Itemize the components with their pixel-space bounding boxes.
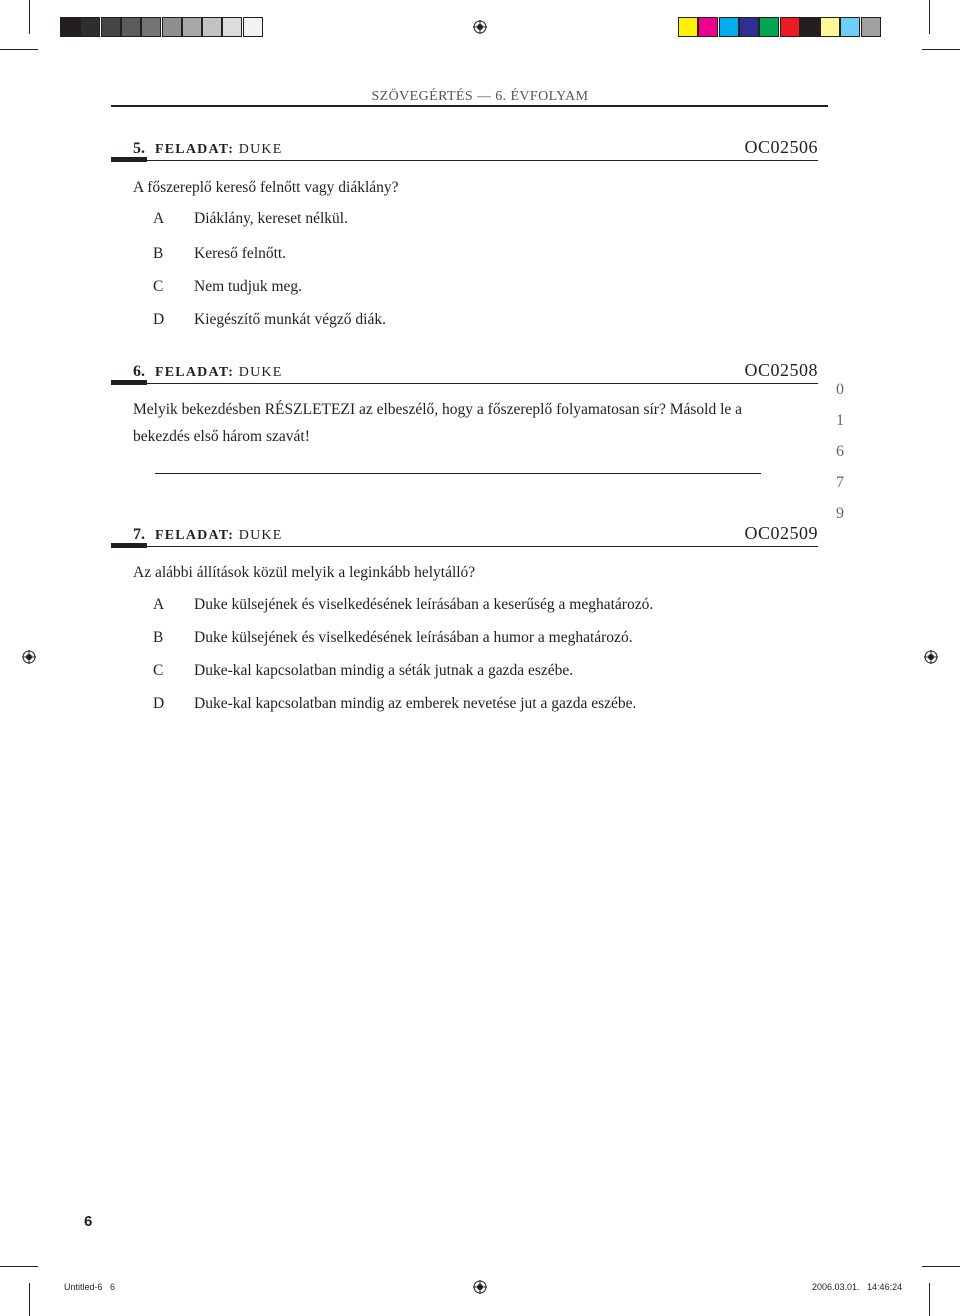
option-letter: C [153, 278, 164, 295]
color-swatch [60, 17, 80, 37]
color-swatch [820, 17, 840, 37]
task-number: 7. [133, 526, 145, 543]
color-swatch [121, 17, 141, 37]
slug-filename: Untitled-6 6 [64, 1282, 116, 1292]
task-title: FELADAT: DUKE [155, 528, 283, 543]
color-swatch [861, 17, 881, 37]
task-title: FELADAT: DUKE [155, 142, 283, 157]
score-code: 9 [836, 505, 844, 522]
task-6-question-line-2: bekezdés első három szavát! [133, 428, 310, 445]
registration-mark-icon [924, 650, 938, 664]
option-letter: A [153, 210, 165, 227]
option-letter: A [153, 596, 165, 613]
option-text: Duke-kal kapcsolatban mindig az emberek nevetése jut a gazda eszébe. [194, 695, 637, 712]
slug-datetime: 2006.03.01. 14:46:24 [812, 1282, 903, 1292]
score-code: 6 [836, 443, 844, 460]
color-swatch [800, 17, 820, 37]
task-6-question-line-1: Melyik bekezdésben RÉSZLETEZI az elbeszélő, hogy a főszereplő folyamatosan sír? Másold le a [133, 401, 743, 418]
color-swatch [678, 17, 698, 37]
color-swatch [222, 17, 242, 37]
task-code: OC02509 [744, 523, 818, 543]
option-letter: D [153, 311, 165, 328]
registration-mark-icon [473, 1280, 487, 1294]
task-number: 6. [133, 363, 145, 380]
color-swatch [162, 17, 182, 37]
option-text: Duke külsejének és viselkedésének leírásában a humor a meghatározó. [194, 629, 633, 646]
score-code: 1 [836, 412, 844, 429]
task-7-question: Az alábbi állítások közül melyik a leginkább helytálló? [133, 564, 476, 581]
color-swatch [101, 17, 121, 37]
running-head: SZÖVEGÉRTÉS — 6. ÉVFOLYAM [371, 89, 589, 104]
task-6-heading [133, 360, 818, 382]
color-swatch [719, 17, 739, 37]
task-5-heading [133, 137, 818, 159]
page-number: 6 [84, 1213, 93, 1230]
registration-mark-icon [22, 650, 36, 664]
option-letter: D [153, 695, 165, 712]
option-text: Duke külsejének és viselkedésének leírásában a keserűség a meghatározó. [194, 596, 654, 613]
color-swatch [698, 17, 718, 37]
task-title: FELADAT: DUKE [155, 365, 283, 380]
task-code: OC02508 [744, 360, 818, 380]
color-swatch [202, 17, 222, 37]
score-code: 7 [836, 474, 844, 491]
option-text: Diáklány, kereset nélkül. [194, 210, 348, 227]
task-number: 5. [133, 140, 145, 157]
option-letter: B [153, 629, 164, 646]
task-7-heading [133, 523, 818, 545]
header-rule [111, 105, 828, 107]
score-code: 0 [836, 381, 844, 398]
option-text: Duke-kal kapcsolatban mindig a séták jutnak a gazda eszébe. [194, 662, 574, 679]
option-letter: C [153, 662, 164, 679]
color-swatch [780, 17, 800, 37]
registration-mark-icon [473, 20, 487, 34]
color-swatch [80, 17, 100, 37]
color-swatch [840, 17, 860, 37]
option-text: Nem tudjuk meg. [194, 278, 303, 295]
task-code: OC02506 [744, 137, 818, 157]
color-swatch [141, 17, 161, 37]
task-5-question: A főszereplő kereső felnőtt vagy diáklány? [133, 179, 399, 196]
task-rule [133, 383, 818, 384]
answer-line[interactable] [155, 473, 761, 474]
task-rule [133, 160, 818, 161]
option-text: Kereső felnőtt. [194, 245, 287, 262]
option-letter: B [153, 245, 164, 262]
color-swatch [243, 17, 263, 37]
task-rule [133, 546, 818, 547]
color-swatch [182, 17, 202, 37]
option-text: Kiegészítő munkát végző diák. [194, 311, 386, 328]
color-swatch [759, 17, 779, 37]
color-swatch [739, 17, 759, 37]
